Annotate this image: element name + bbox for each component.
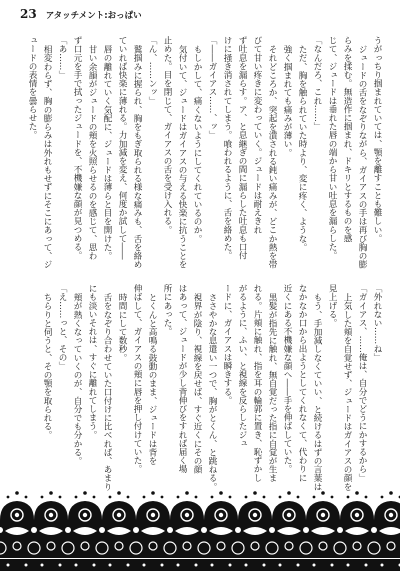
upper-text-line: らみを揉む。無造作に掴まれ、ドキリとするものを感 bbox=[342, 36, 352, 243]
lower-text-line: もう、手加減しなくていい、と続けるはずの言葉は bbox=[312, 292, 322, 491]
lower-text-line: ちらりと伺うと、その顎を取られる。 bbox=[42, 292, 52, 439]
chapter-title: アタッチメント:おっぱい bbox=[45, 11, 142, 21]
upper-text-line: 「あ……」 bbox=[57, 36, 67, 79]
upper-text-line: びて甘い疼きに変わっていく。ジュードは耐えきれ bbox=[252, 36, 262, 234]
lower-text-line: はあって、ジュードが少し背伸びをすれば届く場 bbox=[177, 284, 187, 474]
upper-text-line: 気付いて、ジュードはガイアスの与える快楽に抗うことを bbox=[177, 44, 187, 269]
upper-text-line: ず口元を手で拭ったジュードを、不機嫌な顔が見つめる。 bbox=[72, 36, 82, 260]
upper-text-line: ュードの表情を曇らせた。 bbox=[27, 36, 37, 140]
lace-border bbox=[0, 490, 400, 571]
lower-text-line: 上気した頬を自覚せず、ジュードはガイアスの顔を bbox=[342, 292, 352, 491]
lower-text-line: 舌をなぞり合わせていた口付けに比べれば、あまり bbox=[102, 292, 112, 491]
lower-text-line: がるように、ふい、と視線を反らしたジュ bbox=[237, 284, 247, 448]
upper-text-line: 甘い余韻がジュードの頬を火照らせるのを感じて、思わ bbox=[87, 44, 97, 260]
lower-text-line: 近くにある不機嫌な顔へ――手を伸ばしていた。 bbox=[282, 284, 292, 474]
lower-text-line: 「え……っと、その」 bbox=[57, 284, 67, 370]
lower-text-line: 「外れない……ね」 bbox=[372, 284, 382, 362]
lower-text-line: れる。片頬に触れ、指を耳の輪郭に置き、恥ずかし bbox=[252, 284, 262, 482]
upper-text-line: ジュードの舌をなぞりながら、ガイアスの手は再び胸の膨 bbox=[357, 44, 367, 269]
upper-text-line: 唇の離れていく気配に、ジュードは薄らと目を開けた。 bbox=[102, 44, 112, 260]
lower-text-line: ードに、ガイアスは瞬きする。 bbox=[222, 284, 232, 405]
running-head bbox=[20, 7, 142, 21]
lower-text-line: 視界が陰り、視線を戻せば、すぐ近くにその顔 bbox=[192, 292, 202, 474]
upper-text-line: 強く掴まれても痛みが薄い。 bbox=[282, 44, 292, 157]
lower-text-line: 「ガイアス、……俺は、自分でどうにかするから」 bbox=[357, 284, 367, 482]
lower-text-line: 見上げる。 bbox=[327, 284, 337, 327]
upper-text-line: ていれば快楽に薄れる。力加減を変え、何度か試して―― bbox=[117, 36, 127, 260]
upper-text-line: 「ん、……ンッ」 bbox=[147, 36, 157, 105]
upper-text-line: けに掻き消されてしまう。喰われるように、舌を絡めた。 bbox=[222, 36, 232, 260]
upper-text-line: 相変わらず、胸の膨らみは外れもせずにそこにあって、ジ bbox=[42, 44, 52, 269]
lower-text-line: 所にあった。 bbox=[162, 284, 172, 336]
lower-text-line: 黒髪が指先に触れ、無自覚だった指に自覚が生ま bbox=[267, 292, 277, 482]
page-number: 23 bbox=[20, 7, 37, 21]
upper-text-line: うがっちり掴まれていては、顎を離すことも難しい。 bbox=[372, 36, 382, 243]
lower-text-line: 伸ばして、ガイアスの頬に唇を押し付けていた。 bbox=[132, 284, 142, 474]
upper-text-line: じて、ジュードは垂れた唇の端から甘い吐息を漏らした。 bbox=[327, 36, 337, 260]
lower-text-line: ささやかな息遣い一つで、胸がとくん、と跳ねる。 bbox=[207, 292, 217, 491]
upper-text-line: もしかして、痛くないようにしてくれているのか。 bbox=[192, 44, 202, 243]
lace-band bbox=[0, 490, 400, 571]
lower-text-line: にも淡いそれは、すぐに離れてしまう。 bbox=[87, 284, 97, 439]
upper-text-line: ただ、胸を触られていた時より、変に疼く、ような。 bbox=[297, 44, 307, 251]
upper-text-line: それどころか、突起を潰される鈍い痛みが、どこか熱を帯 bbox=[267, 44, 277, 269]
lower-text-line: なかなか口から出ようとしてくれなくて、代わりに bbox=[297, 284, 307, 482]
lower-text-tier bbox=[16, 284, 384, 490]
upper-text-line: 止めた。目を閉じて、ガイアスの舌を受け入れる。 bbox=[162, 36, 172, 234]
lower-text-line: 頬が熱くなっていくのが、自分でも分かる。 bbox=[72, 292, 82, 465]
lower-text-line: とくんと高鳴る鼓動のまま、ジュードは背を bbox=[147, 292, 157, 465]
upper-text-line: 「――ガイアス……、ッ」 bbox=[207, 36, 217, 140]
upper-text-line: 「なんだろ、これ……」 bbox=[312, 36, 322, 131]
upper-text-line: ず吐息を漏らす。ア、と息継ぎの間に漏らした吐息も口付 bbox=[237, 36, 247, 260]
upper-text-line: 鷲掴みに握られ、胸をもぎ取られる様な痛みも、舌を絡め bbox=[132, 44, 142, 269]
lower-text-line: 時間にして数秒。 bbox=[117, 292, 127, 362]
upper-text-tier bbox=[16, 36, 384, 280]
